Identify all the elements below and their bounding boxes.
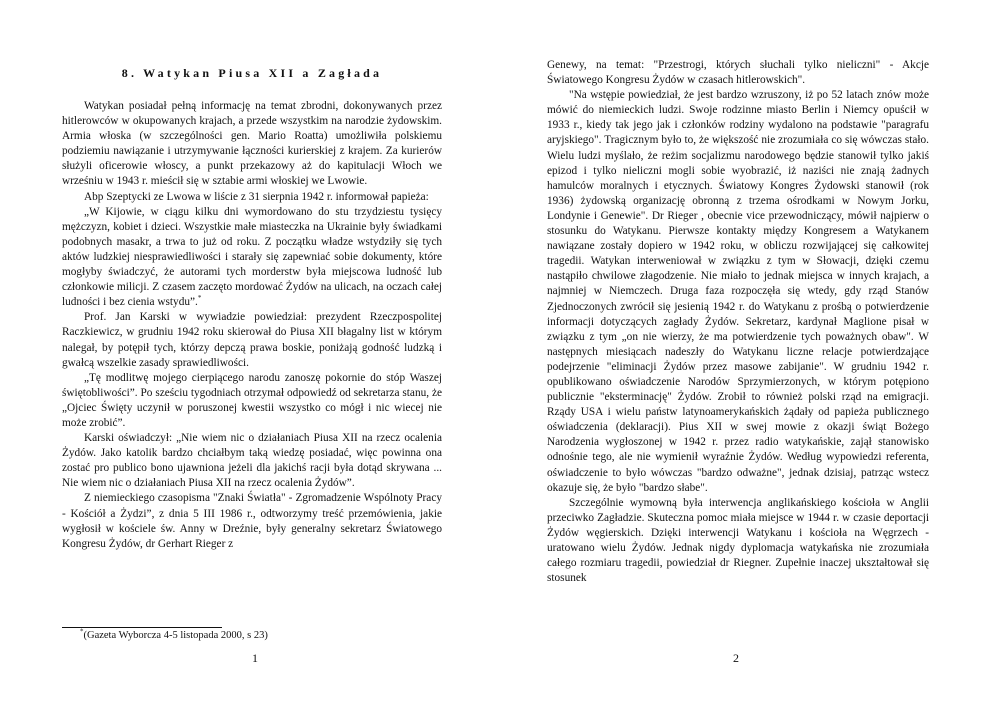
paragraph: Abp Szeptycki ze Lwowa w liście z 31 sierpnia 1942 r. informował papieża: [84,190,429,203]
paragraph: Genewy, na temat: "Przestrogi, których słuchali tylko nieliczni" - Akcje Światowego Kongresu Żydów w czasach hitlerowskich". [547,59,929,87]
page-number-left: 1 [252,651,258,665]
paragraph: "Na wstępie powiedział, że jest bardzo wzruszony, iż po 52 latach znów może mówić do niemieckich ludzi. Swoje rodzinne miasto Berlin i Niemcy opuścił w 1933 r., kiedy tak jego jak i członków rodziny wydalono na podstawie "paragrafu aryjskiego". Tragicznym było to, że większość nie zrozumiała co się wówczas stało. Wielu ludzi myślało, że reżim socjalizmu narodowego będzie stanowił tylko jakiś epizod i tylko nieliczni mogli sobie wyobrazić, iż naziści nie znają żadnych hamulców moralnych i etycznych. Światowy Kongres Żydowski stanowił (rok 1936) żydowską organizację obronną z trzema ośrodkami w Nowym Jorku, Londynie i Genewie". Dr Rieger , obecnie vice przewodniczący, mówił najpierw o stosunku do Watykanu. Pierwsze kontakty między Kongresem a Watykanem nawiązane zostały dopiero w 1942 roku, w obliczu rozwijającej się całkowitej tragedii. Watykan interweniował w związku z tym w Słowacji, dzięki czemu nastąpiło chwilowe złagodzenie. Nie miało to jednak miejsca w innych krajach, a najmniej w Niemczech. Druga faza rozpoczęła się wtedy, gdy rząd Stanów Zjednoczonych zwrócił się jesienią 1942 r. do Watykanu z prośbą o potwierdzenie informacji dotyczących zagłady Żydów. Sekretarz, kardynał Maglione pisał w związku z tym „on nie wierzy, że ma potwierdzenie tych poważnych obaw". W następnych miesiącach nadeszły do Watykanu liczne relacje potwierdzające podejrzenie "eliminacji Żydów przez masowe zabijanie". W grudniu 1942 r. opublikowano oświadczenie Narodów Sprzymierzonych, w którym potępiono publicznie "eksterminację" Żydów. Zrobił to również polski rząd na emigracji. Rządy USA i wielu państw latynoamerykańskich żądały od papieża publicznego oświadczenia (deklaracji). Pius XII w swej mowie z okazji świąt Bożego Narodzenia wygłoszonej w 1942 r. przez radio watykańskie, zajął stanowisko odnośnie tego, ale nie wymienił wyraźnie Żydów. Według wypowiedzi referenta, oświadczenie to było wówczas "bardzo odważne", jednak dzisiaj, patrząc wstecz okazuje się, że było "bardzo słabe". [547,89,929,494]
paragraph: Karski oświadczył: „Nie wiem nic o działaniach Piusa XII na rzecz ocalenia Żydów. Jako katolik bardzo chciałbym taką wiedzę posiadać, więc powinna ona zostać pro publico bono ujawniona jeżeli dla jakichś racji była dotąd skrywana ... Nie wiem nic o działaniach Piusa XII na rzecz ocalenia Żydów”. [62,432,442,490]
footnote-text: (Gazeta Wyborcza 4-5 listopada 2000, s 23) [83,630,268,641]
paragraph [62,205,442,311]
right-page-text [547,58,929,586]
chapter-title: 8. Watykan Piusa XII a Zagłada [121,66,383,80]
paragraph: Z niemieckiego czasopisma "Znaki Światła" - Zgromadzenie Wspólnoty Pracy - Kościół a Żydzi”, z dnia 5 III 1986 r., odtworzymy treść przemówienia, jakie wygłosił w kościele św. Anny w Dreźnie, były generalny sekretarz Światowego Kongresu Żydów, dr Gerhart Rieger z [62,492,442,550]
footnote-mark: * [197,294,202,303]
left-page [62,0,442,552]
page-number-right: 2 [733,651,739,665]
footnote-divider [62,627,222,628]
footnote-mark: * [80,627,84,636]
paragraph: Prof. Jan Karski w wywiadzie powiedział: prezydent Rzeczpospolitej Raczkiewicz, w grudniu 1942 roku skierował do Piusa XII błagalny list w którym nalegał, by potępił tych, którzy depczą prawa boskie, poniżają godność ludzką i gwałcą wszelkie zasady sprawiedliwości. [62,311,442,369]
footnote [80,627,268,641]
paragraph: Watykan posiadał pełną informację na temat zbrodni, dokonywanych przez hitlerowców w okupowanych krajach, a przede wszystkim na narodzie żydowskim. Armia włoska (w szczególności gen. Mario Roatta) umożliwiła polskiemu podziemiu nawiązanie i utrzymywanie łączności kurierskiej z krajem. Za kurierów służyli oficerowie włoscy, a punkt przekazowy aż do kapitulacji Włoch we wrześniu w 1943 r. mieścił się w sztabie armi włoskiej we Lwowie. [62,100,442,188]
left-page-text [62,99,442,552]
quote-text: „W Kijowie, w ciągu kilku dni wymordowano do stu trzydziestu tysięcy mężczyzn, kobiet i dzieci. Wszystkie małe miasteczka na Ukrainie były świadkami podobnych masakr, a trwa to już od roku. Z początku władze wstydziły się tych aktów ludzkiej niesprawiedliwości i starały się zapewniać sobie dokumenty, które mogłyby świadczyć, że autorami tych morderstw była miejscowa ludność lub członkowie milicji. Z czasem zaczęto mordować Żydów na ulicach, na oczach całej ludności i bez cienia wstydu”. [62,205,442,309]
paragraph: „Tę modlitwę mojego cierpiącego narodu zanoszę pokornie do stóp Waszej świętobliwości”. Po sześciu tygodniach otrzymał odpowiedź od sekretarza stanu, że „Ojciec Święty uczynił w poruszonej kwestii wszystko co mógł i nic wiecej nie może zrobić”. [62,371,442,429]
right-page [547,0,929,586]
paragraph: Szczególnie wymowną była interwencja anglikańskiego kościoła w Anglii przeciwko Zagładzie. Skuteczna pomoc miała miejsce w 1944 r. w czasie deportacji Żydów węgierskich. Dzięki interwencji Watykanu i kościoła na Węgrzech - uratowano wielu Żydów. Jednak nigdy dyplomacja watykańska nie zrozumiała całego rozmiaru tragedii, powiedział dr Riegner. Zupełnie inaczej ukształtował się stosunek [547,496,929,585]
